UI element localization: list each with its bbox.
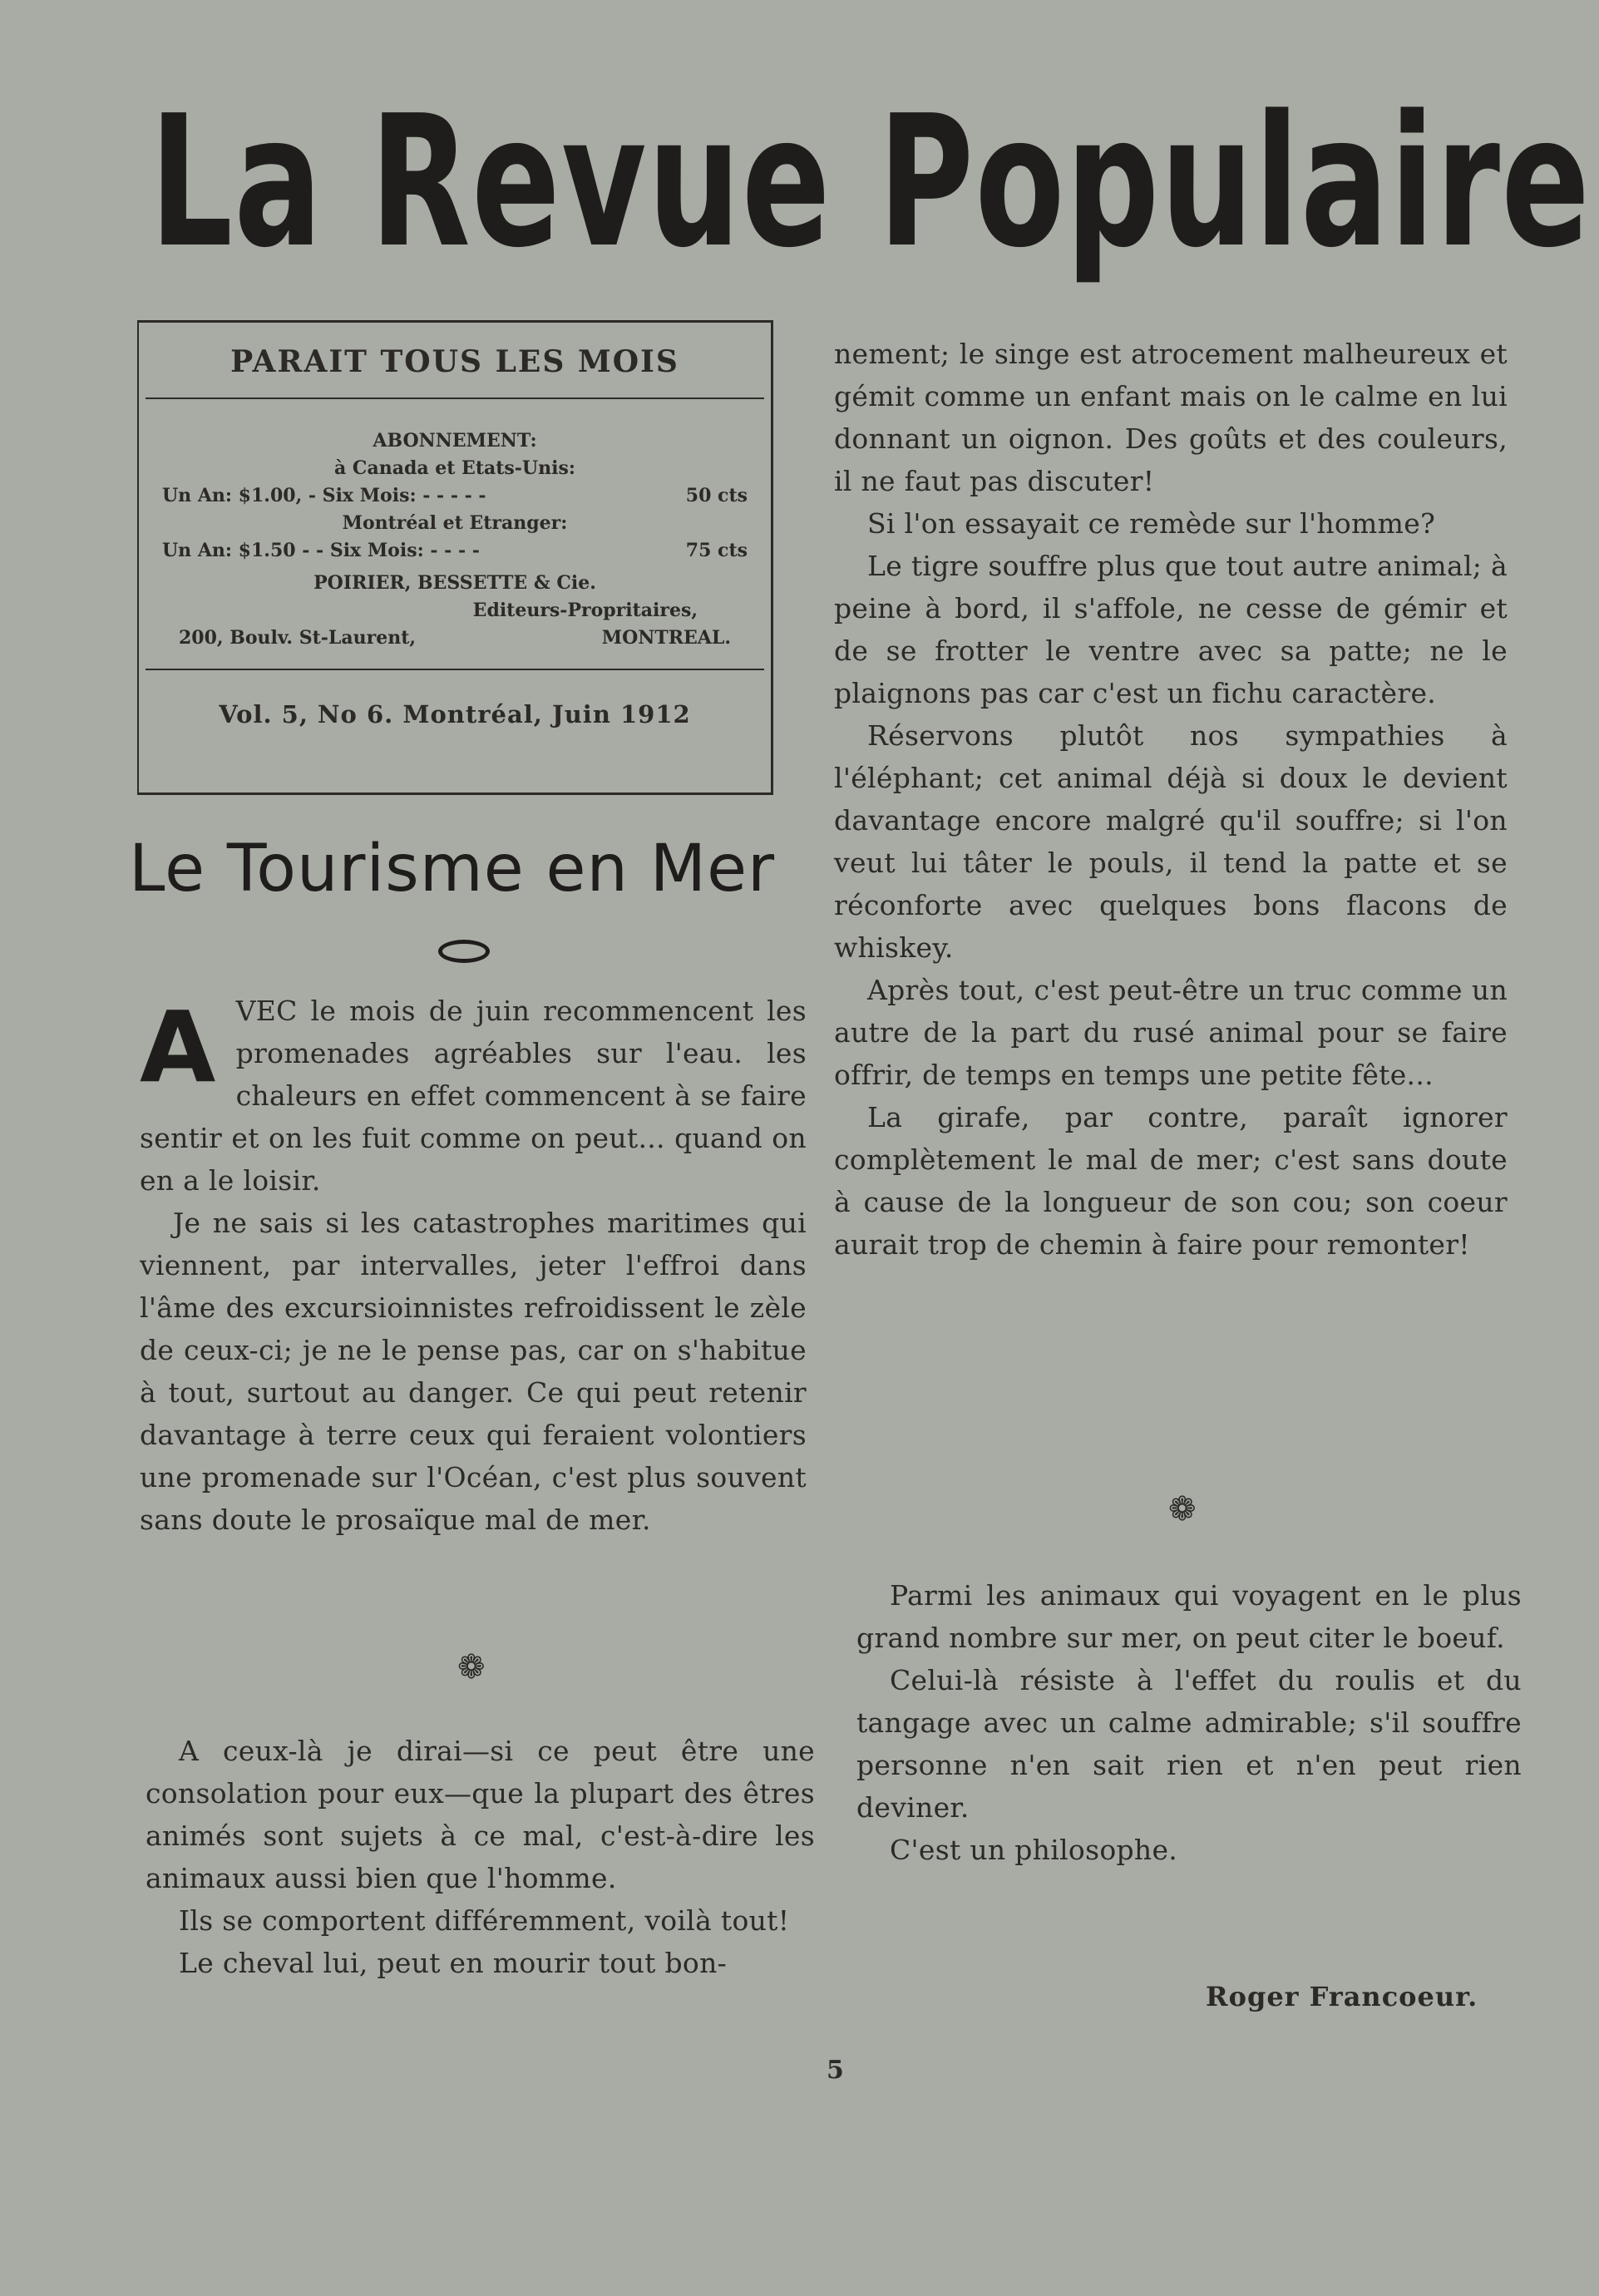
price-1-value: 50 cts xyxy=(685,485,748,506)
article-paragraph: Le cheval lui, peut en mourir tout bon- xyxy=(179,1947,728,1979)
page-number: 5 xyxy=(827,2056,844,2085)
publisher-city: MONTREAL. xyxy=(601,627,731,649)
publisher-name: POIRIER, BESSETTE & Cie. xyxy=(313,572,596,594)
price-2-value: 75 cts xyxy=(685,540,748,561)
publisher-role: Editeurs-Propritaires, xyxy=(472,600,698,621)
article-paragraph: Celui-là résiste à l'effet du roulis et du tangage avec un calme admirable; s'il souffre personne n'en sait rien et n'en peut rien deviner. xyxy=(856,1664,1522,1824)
issue-info: Vol. 5, No 6. Montréal, Juin 1912 xyxy=(219,700,691,728)
article-paragraph: A ceux-là je dirai—si ce peut être une consolation pour eux—que la plupart des êtres animés sont sujets à ce mal, c'est-à-dire les animaux aussi bien que l'homme. xyxy=(146,1735,815,1894)
price-row-1 xyxy=(162,482,748,510)
article-column-left-bottom xyxy=(146,1730,815,1984)
price-1-label: Un An: $1.00, - Six Mois: - - - - - xyxy=(162,485,486,506)
subscription-title: ABONNEMENT: xyxy=(373,430,537,452)
article-paragraph: Après tout, c'est peut-être un truc comme un autre de la part du rusé animal pour se faire offrir, de temps en temps une petite fête... xyxy=(834,974,1508,1091)
flower-ornament-icon: ❁ xyxy=(1168,1490,1197,1528)
article-column-right-bottom xyxy=(856,1574,1522,1871)
article-column-right-top xyxy=(834,333,1508,1266)
publisher-address: 200, Boulv. St-Laurent, xyxy=(179,627,417,649)
article-column-left-top xyxy=(140,990,807,1541)
flower-ornament-icon: ❁ xyxy=(457,1648,486,1686)
article-paragraph: Le tigre souffre plus que tout autre animal; à peine à bord, il s'affole, ne cesse de gémir et de se frotter le ventre avec sa patte; ne le plaignons pas car c'est un fichu caractère. xyxy=(834,550,1508,709)
paragraph-text: VEC le mois de juin recommencent les promenades agréables sur l'eau. les chaleurs en effet commencent à se faire sentir et on les fuit comme on peut... quand on en a le loisir. xyxy=(140,995,807,1197)
article-paragraph: Je ne sais si les catastrophes maritimes qui viennent, par intervalles, jeter l'effroi dans l'âme des excursioinnistes refroidissent le zèle de ceux-ci; je ne le pense pas, car on s'habitue à tout, surtout au danger. Ce qui peut retenir davantage à terre ceux qui feraient volontiers une promenade sur l'Océan, c'est plus souvent sans doute le prosaïque mal de mer. xyxy=(140,1207,807,1536)
article-paragraph: La girafe, par contre, paraît ignorer complètement le mal de mer; c'est sans doute à cause de la longueur de son cou; son coeur aurait trop de chemin à faire pour remonter! xyxy=(834,1101,1508,1261)
article-paragraph xyxy=(140,990,807,1202)
article-paragraph: Parmi les animaux qui voyagent en le plus grand nombre sur mer, on peut citer le boeuf. xyxy=(856,1579,1522,1654)
article-paragraph: Réservons plutôt nos sympathies à l'éléphant; cet animal déjà si doux le devient davantage encore malgré qu'il souffre; si l'on veut lui tâter le pouls, il tend la patte et se réconforte avec quelques bons flacons de whiskey. xyxy=(834,719,1508,964)
subscription-box xyxy=(137,320,773,795)
article-title: Le Tourisme en Mer xyxy=(129,832,776,906)
article-paragraph: nement; le singe est atrocement malheureux et gémit comme un enfant mais on le calme en lui donnant un oignon. Des goûts et des couleurs, il ne faut pas discuter! xyxy=(834,338,1508,497)
masthead: La Revue Populaire xyxy=(150,77,1592,288)
article-paragraph: Ils se comportent différemment, voilà tout! xyxy=(179,1904,790,1937)
author-signature: Roger Francoeur. xyxy=(1206,1981,1478,2012)
drop-cap: A xyxy=(140,990,216,1104)
region-canada-us: à Canada et Etats-Unis: xyxy=(334,457,575,479)
subscription-details xyxy=(139,399,771,669)
price-row-2 xyxy=(162,537,748,565)
publisher-address-row xyxy=(162,625,748,652)
price-2-label: Un An: $1.50 - - Six Mois: - - - - xyxy=(162,540,480,561)
region-montreal-abroad: Montréal et Etranger: xyxy=(342,512,568,534)
oval-ornament-icon xyxy=(438,940,490,963)
article-paragraph: C'est un philosophe. xyxy=(890,1834,1178,1866)
article-paragraph: Si l'on essayait ce remède sur l'homme? xyxy=(867,507,1436,540)
publication-frequency: PARAIT TOUS LES MOIS xyxy=(230,344,679,379)
